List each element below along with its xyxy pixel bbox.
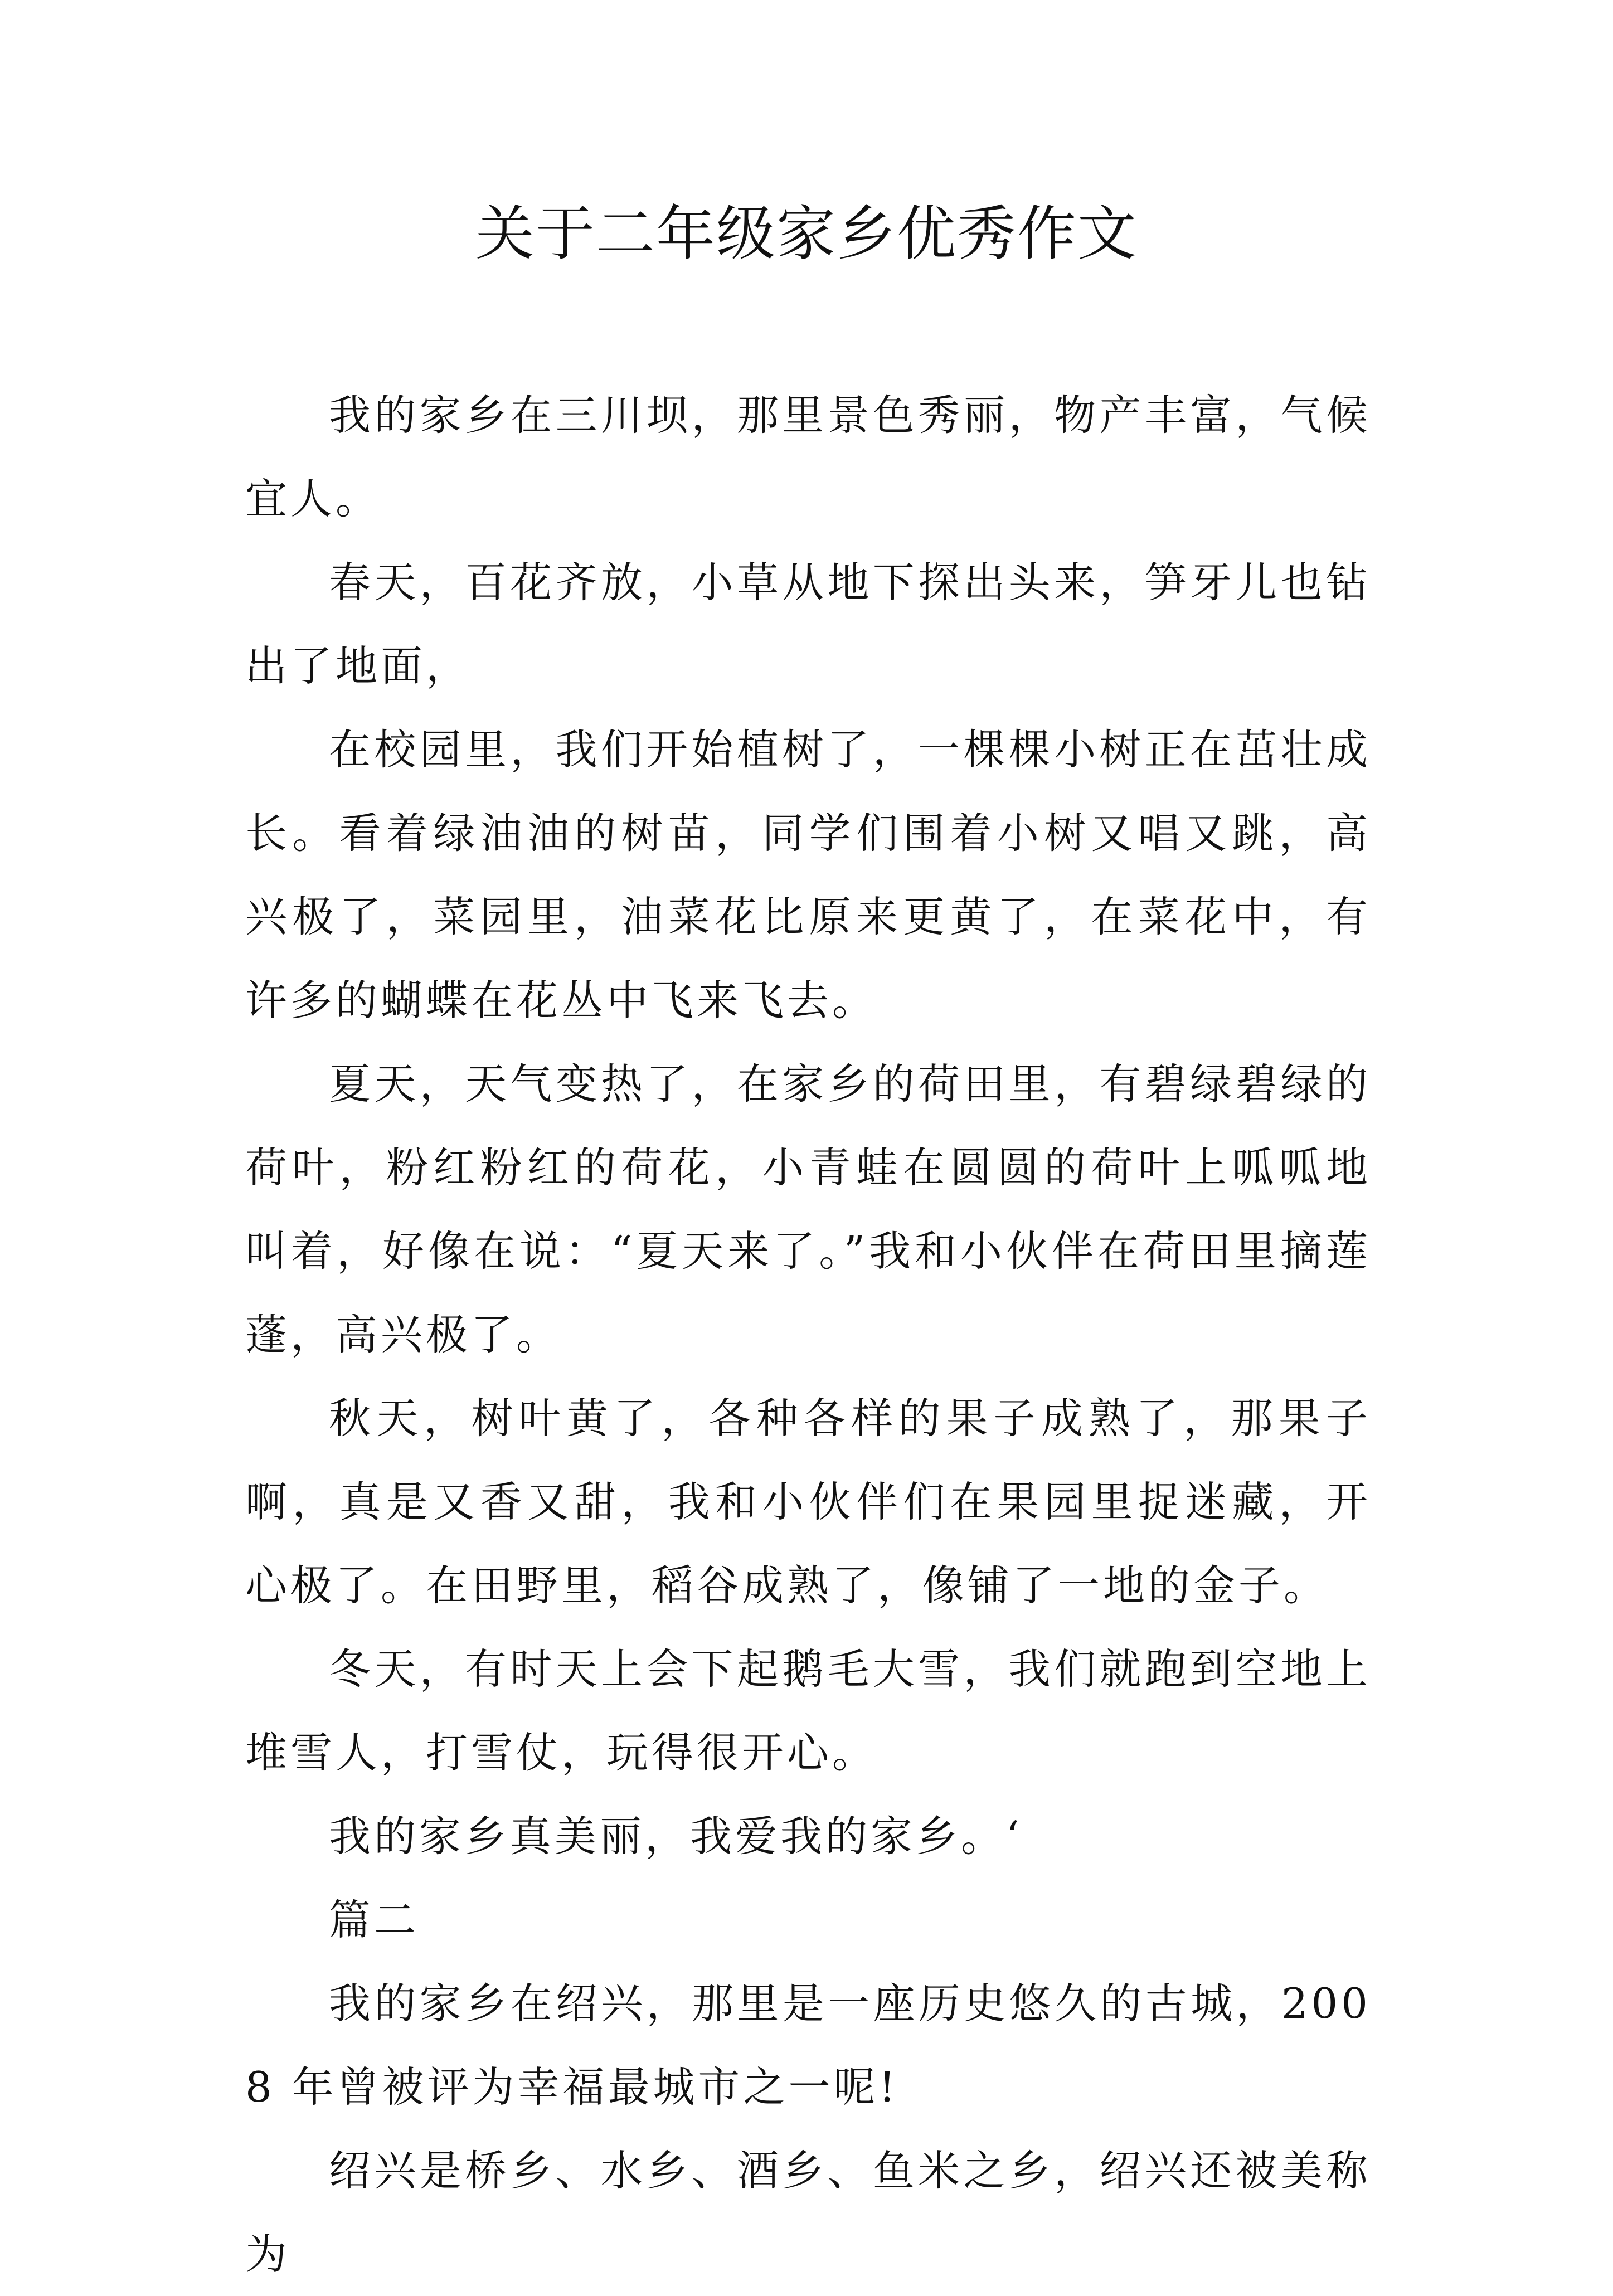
document-title: 关于二年级家乡优秀作文 [475,200,1138,268]
paragraph-10: 绍兴是桥乡、水乡、酒乡、鱼米之乡，绍兴还被美称为 [245,2146,1371,2279]
paragraph-1: 我的家乡在三川坝，那里景色秀丽，物产丰富，气候宜人。 [245,391,1371,523]
paragraph-9: 我的家乡在绍兴，那里是一座历史悠久的古城，2008 年曾被评为幸福最城市之一呢! [245,1979,1371,2112]
paragraph-4: 夏天，天气变热了，在家乡的荷田里，有碧绿碧绿的荷叶，粉红粉红的荷花，小青蛙在圆圆的荷叶上呱呱地叫着，好像在说：“夏天来了。”我和小伙伴在荷田里摘莲蓬，高兴极了。 [245,1059,1371,1359]
paragraph-5: 秋天，树叶黄了，各种各样的果子成熟了，那果子啊，真是又香又甜，我和小伙伴们在果园里捉迷藏，开心极了。在田野里，稻谷成熟了，像铺了一地的金子。 [245,1394,1371,1610]
paragraph-2: 春天，百花齐放，小草从地下探出头来，笋牙儿也钻出了地面， [245,558,1371,690]
document-body [245,373,1371,2296]
paragraph-3: 在校园里，我们开始植树了，一棵棵小树正在茁壮成长。看着绿油油的树苗，同学们围着小树又唱又跳，高兴极了，菜园里，油菜花比原来更黄了，在菜花中，有许多的蝴蝶在花丛中飞来飞去。 [245,725,1371,1025]
paragraph-6: 冬天，有时天上会下起鹅毛大雪，我们就跑到空地上堆雪人，打雪仗，玩得很开心。 [245,1645,1371,1777]
section-heading-part-two: 篇二 [329,1895,420,1944]
paragraph-7: 我的家乡真美丽，我爱我的家乡。‘ [329,1812,1023,1861]
